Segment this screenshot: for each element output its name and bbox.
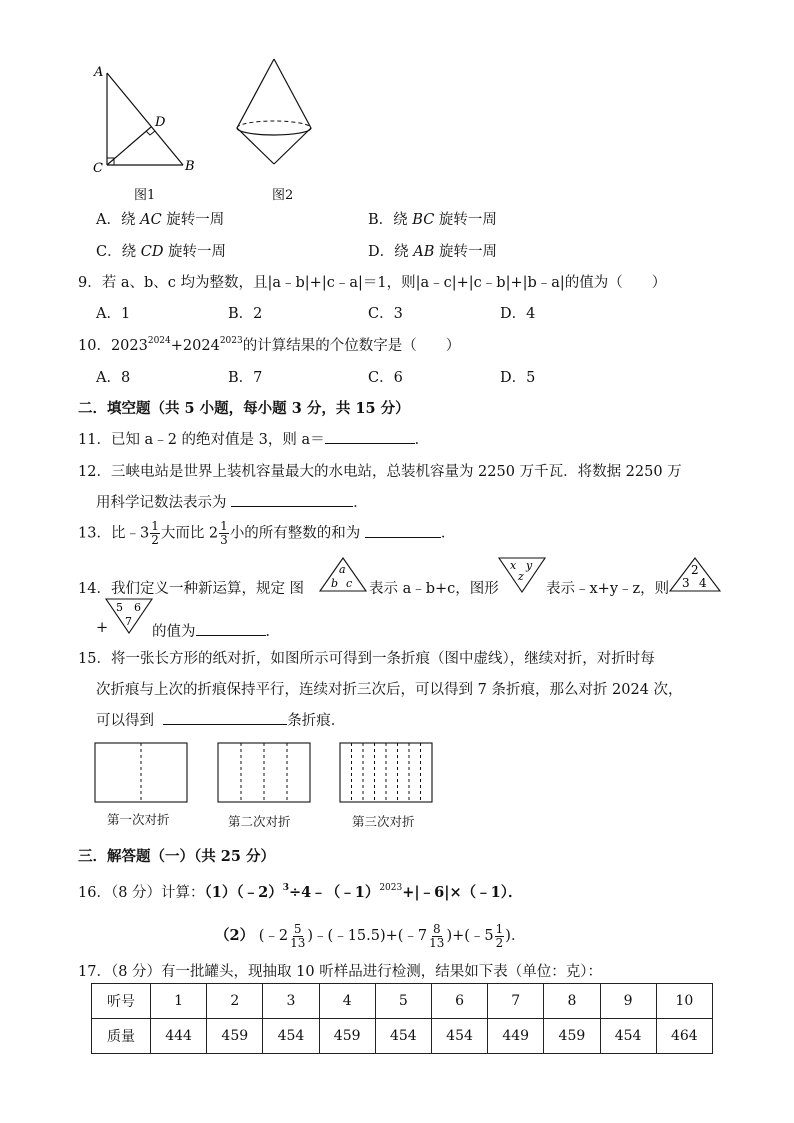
table-cell: 5 <box>375 984 431 1019</box>
q11-answer-blank[interactable] <box>325 428 415 444</box>
q16-line-2: （2） (﹣2 $\frac{5}{13}$ )﹣(﹣15.5)+(﹣7 $\frac{8}{13}$ )+(﹣5 $\frac{1}{2}$ )． <box>215 921 526 950</box>
fold-diagram-3 <box>339 742 435 804</box>
q10-option-d[interactable]: D．5 <box>500 370 536 386</box>
triangle-down-567 <box>104 597 154 635</box>
q9-option-a[interactable]: A．1 <box>96 306 131 322</box>
q11-text: 11．已知 a﹣2 的绝对值是 3，则 a＝ ． <box>78 428 429 449</box>
table-cell: 449 <box>488 1019 544 1054</box>
table-cell: 444 <box>151 1019 207 1054</box>
section-2-heading: 二．填空题（共 5 小题，每小题 3 分，共 15 分） <box>78 400 410 417</box>
table-cell: 464 <box>656 1019 712 1054</box>
table-cell: 质量 <box>92 1019 151 1054</box>
q9-option-c[interactable]: C．3 <box>368 306 403 322</box>
q14-mid-1: 表示 a﹣b+c，图形 <box>369 581 499 597</box>
table-cell: 10 <box>656 984 712 1019</box>
figure-2 <box>232 56 332 176</box>
label-D: D <box>155 115 166 130</box>
table-row <box>92 984 713 1019</box>
triangle-down-xyz <box>497 556 547 594</box>
table-cell: 1 <box>151 984 207 1019</box>
fold-caption-3: 第三次对折 <box>352 814 415 829</box>
svg-text:c: c <box>346 577 353 590</box>
label-A: A <box>94 65 104 80</box>
fold-caption-1: 第一次对折 <box>107 812 170 827</box>
q17-text: 17．（8 分）有一批罐头，现抽取 10 听样品进行检测，结果如下表（单位：克）： <box>78 964 602 980</box>
q15-line-1: 15．将一张长方形的纸对折，如图所示可得到一条折痕（图中虚线），继续对折，对折时每 <box>78 651 655 667</box>
q14-mid-2: 表示﹣x+y﹣z，则 <box>546 581 670 597</box>
svg-text:a: a <box>339 563 346 576</box>
fold-diagram-1 <box>94 742 190 804</box>
table-cell: 459 <box>207 1019 263 1054</box>
svg-text:7: 7 <box>125 615 132 628</box>
table-cell: 459 <box>319 1019 375 1054</box>
q17-table <box>91 983 713 1054</box>
table-cell: 454 <box>263 1019 319 1054</box>
q10-text: 10．$2023^{2024}+2024^{2023}$的计算结果的个位数字是（ ） <box>78 336 461 354</box>
table-cell: 9 <box>600 984 656 1019</box>
q15-line-3: 可以得到 条折痕． <box>96 709 345 730</box>
q12-answer-blank[interactable] <box>231 491 353 507</box>
q15-answer-blank[interactable] <box>163 709 287 725</box>
section-3-heading: 三．解答题（一）（共 25 分） <box>78 848 276 865</box>
table-cell: 4 <box>319 984 375 1019</box>
table-cell: 459 <box>544 1019 600 1054</box>
label-B: B <box>185 159 195 174</box>
q9-option-b[interactable]: B．2 <box>228 306 263 322</box>
svg-text:y: y <box>526 559 533 572</box>
table-cell: 6 <box>431 984 487 1019</box>
q14-prefix: 14．我们定义一种新运算，规定 图 <box>78 581 305 597</box>
q9-text: 9．若 a、b、c 均为整数，且|a﹣b|+|c﹣a|＝1，则|a﹣c|+|c﹣b|+|b﹣a|的值为（ ） <box>78 275 667 291</box>
q12-line-2: 用科学记数法表示为 ． <box>96 491 368 512</box>
svg-text:4: 4 <box>699 576 707 590</box>
q8-option-c[interactable]: C．绕 CD 旋转一周 <box>96 244 227 260</box>
svg-text:5: 5 <box>116 601 123 614</box>
q12-line-1: 12．三峡电站是世界上装机容量最大的水电站，总装机容量为 2250 万千瓦．将数据 2250 万 <box>78 464 682 480</box>
svg-text:b: b <box>331 577 339 590</box>
fraction-one-half: $\frac{1}{2}$ <box>151 519 159 547</box>
triangle-up-abc <box>318 556 368 594</box>
q8-option-b[interactable]: B．绕 BC 旋转一周 <box>368 212 497 228</box>
svg-text:z: z <box>518 570 524 583</box>
q10-option-c[interactable]: C．6 <box>368 370 403 386</box>
table-cell: 听号 <box>92 984 151 1019</box>
table-cell: 454 <box>375 1019 431 1054</box>
q15-line-2: 次折痕与上次的折痕保持平行，连续对折三次后，可以得到 7 条折痕，那么对折 2024 次， <box>96 682 683 698</box>
q14-suffix: 的值为 ． <box>152 620 280 641</box>
figure-1-caption: 图1 <box>134 188 156 203</box>
q13-answer-blank[interactable] <box>365 522 441 538</box>
table-cell: 8 <box>544 984 600 1019</box>
q16-line-1: 16．（8 分）计算：（1）（﹣2）$^3$÷4﹣（﹣1）$^{2023}$+|﹣6|×（﹣1）． <box>78 883 523 901</box>
svg-text:3: 3 <box>682 576 690 590</box>
table-cell: 7 <box>488 984 544 1019</box>
q14-answer-blank[interactable] <box>196 620 266 636</box>
q10-option-a[interactable]: A．8 <box>96 370 131 386</box>
label-C: C <box>93 161 103 176</box>
table-cell: 454 <box>431 1019 487 1054</box>
q8-option-d[interactable]: D．绕 AB 旋转一周 <box>368 244 497 260</box>
q8-option-a[interactable]: A．绕 AC 旋转一周 <box>96 212 225 228</box>
fraction-one-third: $\frac{1}{3}$ <box>220 519 228 547</box>
q9-option-d[interactable]: D．4 <box>500 306 536 322</box>
q14-plus: + <box>96 620 109 636</box>
svg-text:2: 2 <box>691 563 699 577</box>
svg-text:x: x <box>510 559 517 572</box>
table-row <box>92 1019 713 1054</box>
fold-caption-2: 第二次对折 <box>228 814 291 829</box>
table-cell: 2 <box>207 984 263 1019</box>
q10-option-b[interactable]: B．7 <box>228 370 263 386</box>
fold-diagram-2 <box>217 742 313 804</box>
svg-text:6: 6 <box>134 601 141 614</box>
q13-text: 13．比﹣3 $\frac{1}{2}$ 大而比 2 $\frac{1}{3}$ 小的所有整数的和为 ． <box>78 519 456 547</box>
figure-2-caption: 图2 <box>272 188 294 203</box>
triangle-up-234 <box>668 556 722 594</box>
table-cell: 454 <box>600 1019 656 1054</box>
table-cell: 3 <box>263 984 319 1019</box>
figure-1 <box>88 60 208 180</box>
